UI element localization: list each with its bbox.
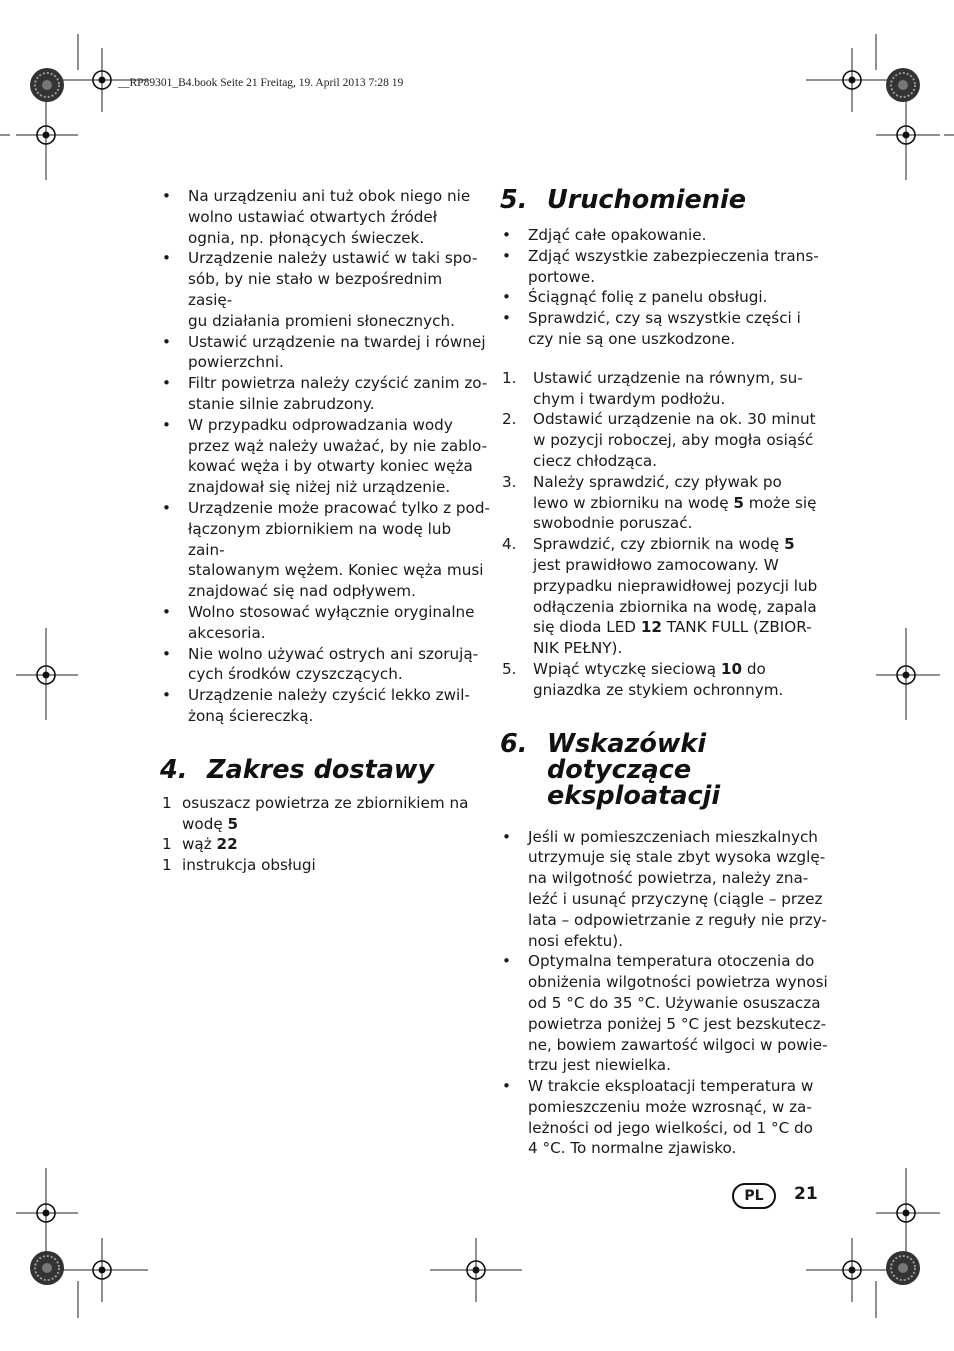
list-item: • W trakcie eksploatacji temperatura w pomieszczeniu może wzrosnąć, w za- leżności od jego wielkości, od 1 °C do 4 °C. To normalne zjawisko. bbox=[500, 1076, 830, 1159]
list-item: • Na urządzeniu ani tuż obok niego nie wolno ustawiać otwartych źródeł ognia, np. płonących świeczek. bbox=[160, 186, 490, 248]
list-item: • Nie wolno używać ostrych ani szorują- cych środków czyszczących. bbox=[160, 644, 490, 686]
list-item: 1 instrukcja obsługi bbox=[162, 856, 316, 875]
print-header: __RP89301_B4.book Seite 21 Freitag, 19. April 2013 7:28 19 bbox=[118, 77, 404, 89]
list-item: • Optymalna temperatura otoczenia do obniżenia wilgotności powietrza wynosi od 5 °C do 35 °C. Używanie osuszacza powietrza poniżej 5 °C jest bezskutecz- ne, bowiem zawartość wilgoci w powie- trzu jest niewielka. bbox=[500, 951, 830, 1076]
list-item: • Sprawdzić, czy są wszystkie części i czy nie są one uszkodzone. bbox=[500, 308, 830, 350]
list-item: 3. Należy sprawdzić, czy pływak po lewo w zbiorniku na wodę 5 może się swobodnie poruszać. bbox=[502, 472, 817, 533]
list-item: • Filtr powietrza należy czyścić zanim zo- stanie silnie zabrudzony. bbox=[160, 373, 490, 415]
list-item: • Zdjąć całe opakowanie. bbox=[500, 225, 830, 246]
section-heading-startup: 5. Uruchomienie bbox=[500, 185, 747, 215]
right-column bbox=[500, 186, 830, 1159]
list-item: 1 wąż 22 bbox=[162, 835, 238, 854]
list-item: • Urządzenie należy czyścić lekko zwil- żoną ściereczką. bbox=[160, 685, 490, 727]
operation-bullets bbox=[500, 827, 830, 1160]
list-item: • Ustawić urządzenie na twardej i równej powierzchni. bbox=[160, 332, 490, 374]
list-item: 2. Odstawić urządzenie na ok. 30 minut w pozycji roboczej, aby mogła osiąść ciecz chłodząca. bbox=[502, 410, 816, 470]
page-number: 21 bbox=[794, 1184, 818, 1204]
list-item: • Urządzenie należy ustawić w taki spo- sób, by nie stało w bezpośrednim zasię- gu działania promieni słonecznych. bbox=[160, 248, 490, 331]
language-badge: PL bbox=[732, 1183, 776, 1209]
safety-list bbox=[160, 186, 490, 727]
section-heading-operation: 6. Wskazówki dotyczące eksploatacji bbox=[500, 728, 721, 811]
left-column bbox=[160, 186, 490, 876]
startup-bullets bbox=[500, 225, 830, 350]
startup-steps bbox=[500, 368, 830, 701]
list-item: • Urządzenie może pracować tylko z pod- łączonym zbiornikiem na wodę lub zain- stalowanym wężem. Koniec węża musi znajdować się nad odpływem. bbox=[160, 498, 490, 602]
delivery-list bbox=[160, 793, 490, 876]
list-item: • Ściągnąć folię z panelu obsługi. bbox=[500, 287, 830, 308]
list-item: 5. Wpiąć wtyczkę sieciową 10 do gniazdka ze stykiem ochronnym. bbox=[502, 659, 784, 699]
list-item: • Wolno stosować wyłącznie oryginalne akcesoria. bbox=[160, 602, 490, 644]
list-item: 1. Ustawić urządzenie na równym, su- chym i twardym podłożu. bbox=[502, 368, 803, 408]
list-item: • Zdjąć wszystkie zabezpieczenia trans- portowe. bbox=[500, 246, 830, 288]
list-item: • W przypadku odprowadzania wody przez wąż należy uważać, by nie zablo- kować węża i by otwarty koniec węża znajdował się niżej niż urządzenie. bbox=[160, 415, 490, 498]
list-item: 4. Sprawdzić, czy zbiornik na wodę 5 jest prawidłowo zamocowany. W przypadku nieprawidłowej pozycji lub odłączenia zbiornika na wodę, zapala się dioda LED 12 TANK FULL (ZBIOR- NIK PEŁNY). bbox=[502, 535, 818, 658]
list-item: • Jeśli w pomieszczeniach mieszkalnych utrzymuje się stale zbyt wysoka wzglę- na wilgotność powietrza, należy zna- leźć i usunąć przyczynę (ciągle – przez lata – odpowietrzanie z reguły nie przy- nosi efektu). bbox=[500, 827, 830, 952]
list-item: 1 osuszacz powietrza ze zbiornikiem na wodę 5 bbox=[162, 793, 469, 833]
section-heading-delivery: 4. Zakres dostawy bbox=[160, 754, 435, 785]
